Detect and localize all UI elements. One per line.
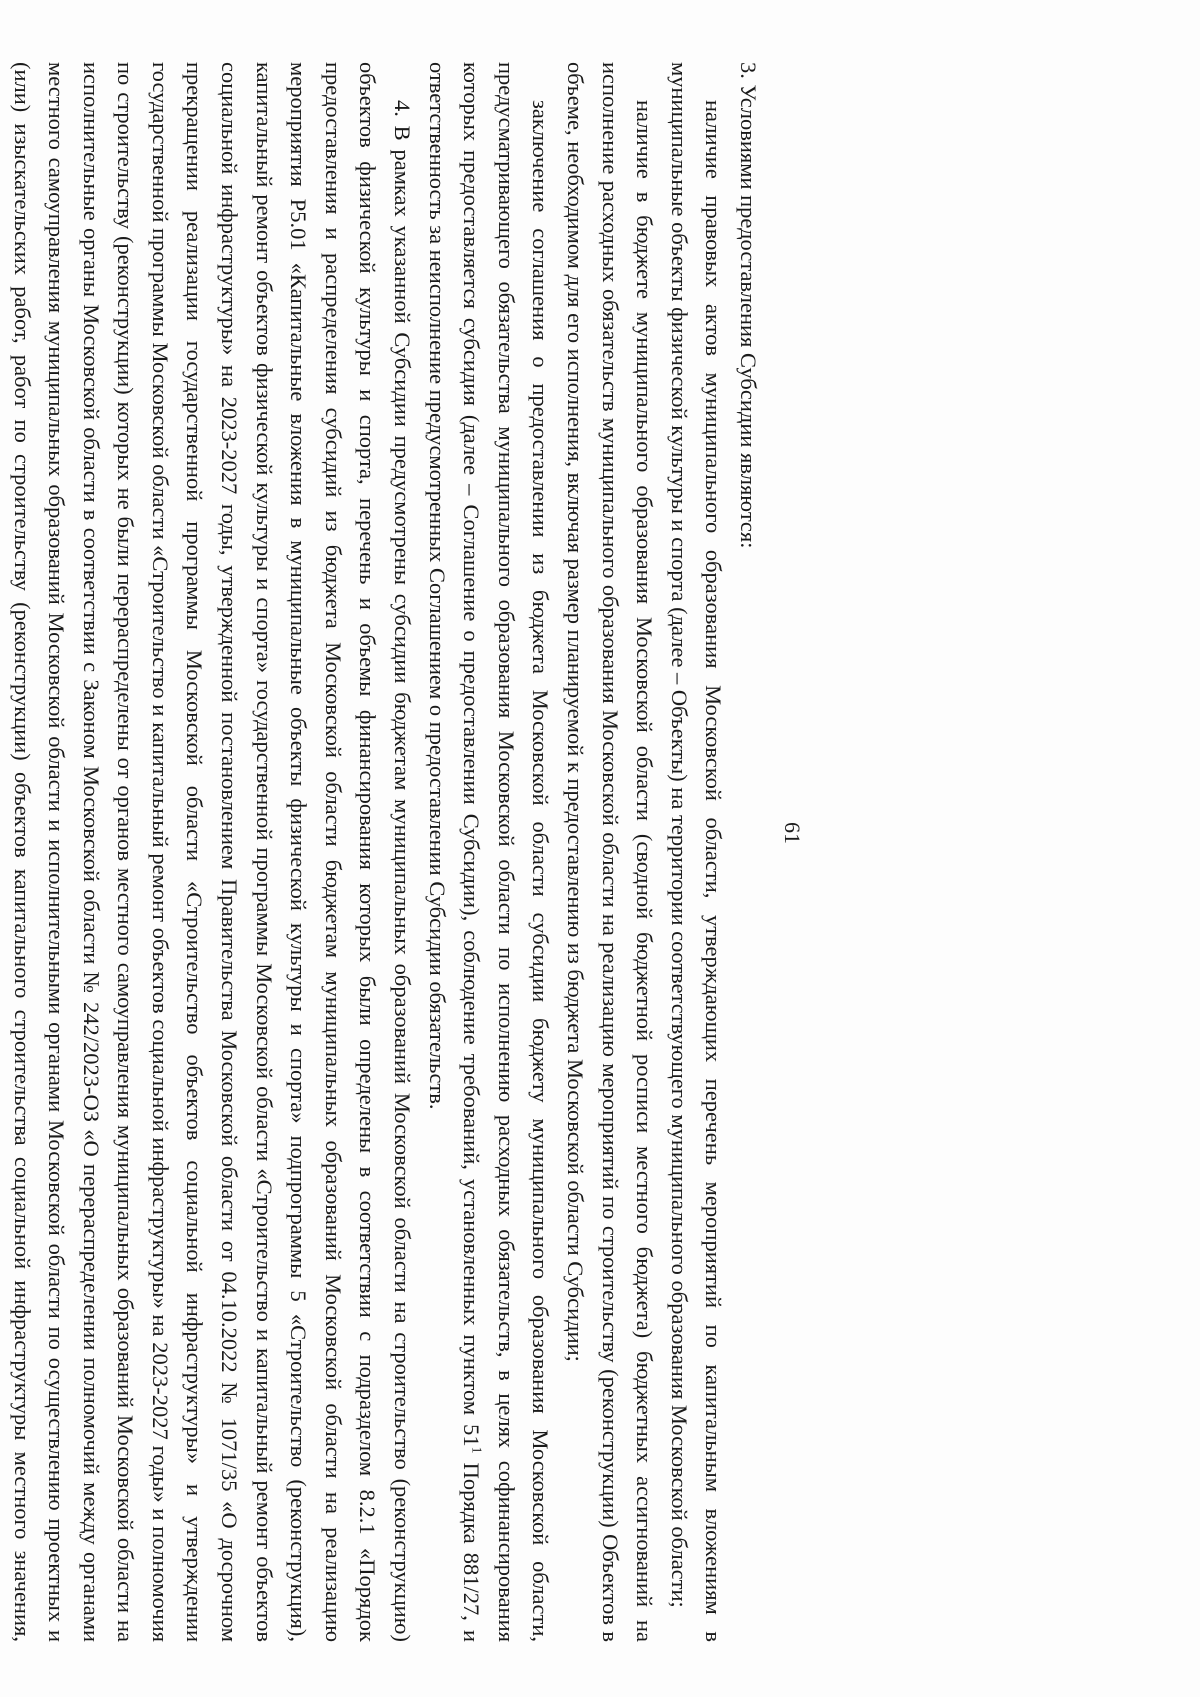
paragraph-item-4: 4. В рамках указанной Субсидии предусмотрены субсидии бюджетам муниципальных образований Московской области на строительство (реконструкцию) объектов физической культуры и спорта, перечень и объемы финансирования которых были определены в соответствии с подразделом 8.2.1 «Порядок предоставления и распределения субсидий из бюджета Московской области бюджетам муниципальных образований Московской области на реализацию мероприятия Р5.01 «Капитальные вложения в муниципальные объекты физической культуры и спорта» подпрограммы 5 «Строительство (реконструкция), капитальный ремонт объектов физической культуры и спорта» государственной программы Московской области «Строительство и капитальный ремонт объектов социальной инфраструктуры» на 2023-2027 годы, утвержденной постановлением Правительства Московской области от 04.10.2022 № 1071/35 «О досрочном прекращении реализации государственной программы Московской области «Строительство объектов социальной инфраструктуры» и утверждении государственной программы Московской области «Строительство и капитальный ремонт объектов социальной инфраструктуры» на 2023-2027 годы» и полномочия по строительству (реконструкции) которых не были перераспределены от органов местного самоуправления муниципальных образований Московской области на исполнительные органы Московской области в соответствии с Законом Московской области № 242/2023-ОЗ «О перераспределении полномочий между органами местного самоуправления муниципальных образований Московской области и исполнительными органами Московской области по осуществлению проектных и (или) изыскательских работ, работ по строительству (реконструкции) объектов капитального строительства социальной инфраструктуры местного значения, bbox=[9, 62, 416, 1642]
rotated-text-frame bbox=[9, 62, 1140, 1643]
section-heading: 3. Условиями предоставления Субсидии являются: bbox=[736, 62, 761, 549]
paragraph-agreement-text-end: Порядка 881/27, и ответственность за неисполнение предусмотренных Соглашением о предоставлении Субсидии обязательств. bbox=[424, 62, 485, 1643]
paragraph-budget-allocations: наличие в бюджете муниципального образования Московской области (сводной бюджетной росписи местного бюджета) бюджетных ассигнований на исполнение расходных обязательств муниципального образования Московской области на реализацию мероприятий по строительству (реконструкции) Объектов в объеме, необходимом для его исполнения, включая размер планируемой к предоставлению из бюджета Московской области Субсидии; bbox=[563, 62, 658, 1642]
paragraph-agreement-text: заключение соглашения о предоставлении из бюджета Московской области субсидии бюджету муниципального образования Московской области, предусматривающего обязательства муниципального образования Московской области по исполнению расходных обязательств, в целях софинансирования которых предоставляется субсидия (далее – Соглашение о предоставлении Субсидии), соблюдение требований, установленных пунктом 51 bbox=[459, 62, 554, 1642]
footnote-superscript: 1 bbox=[468, 1446, 484, 1454]
document-body bbox=[0, 62, 765, 1642]
paragraph-legal-acts: наличие правовых актов муниципального образования Московской области, утверждающих перечень мероприятий по капитальным вложениям в муниципальные объекты физической культуры и спорта (далее – Объекты) на территории соответствующего муниципального образования Московской области; bbox=[666, 62, 727, 1642]
page-number: 61 bbox=[780, 822, 805, 844]
paragraph-agreement bbox=[419, 62, 557, 1642]
